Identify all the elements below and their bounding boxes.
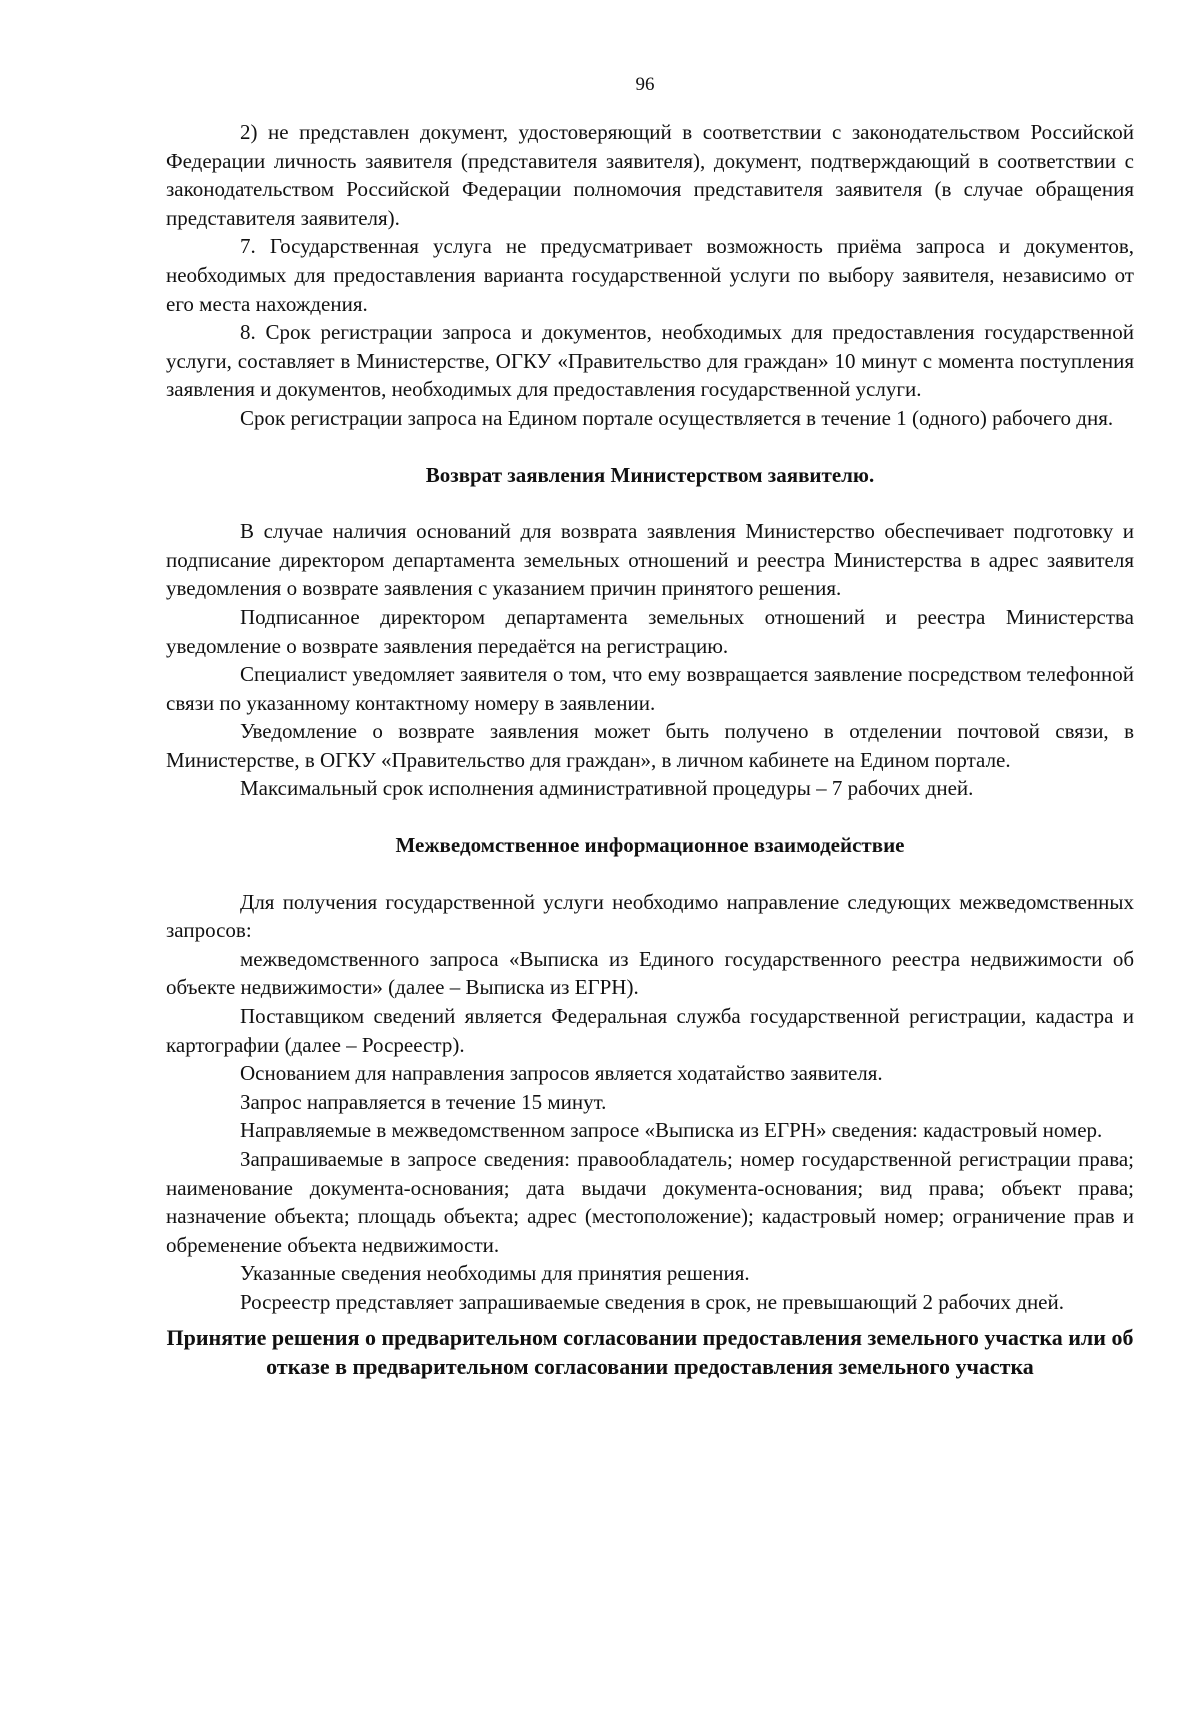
paragraph: 7. Государственная услуга не предусматривает возможность приёма запроса и документов, необходимых для предоставления варианта государственной услуги по выбору заявителя, независимо от его места нахождения. — [166, 234, 1134, 316]
section-heading-interagency: Межведомственное информационное взаимодействие — [395, 833, 905, 858]
section-heading-decision: Принятие решения о предварительном согласовании предоставления земельного участка или об отказе в предварительном согласовании предоставления земельного участка — [166, 1324, 1134, 1379]
paragraph: Срок регистрации запроса на Едином портале осуществляется в течение 1 (одного) рабочего дня. — [240, 405, 1114, 430]
paragraph: Указанные сведения необходимы для принятия решения. — [240, 1261, 750, 1286]
paragraph: Основанием для направления запросов является ходатайство заявителя. — [240, 1061, 883, 1086]
page-number: 96 — [635, 74, 655, 95]
paragraph: Направляемые в межведомственном запросе «Выписка из ЕГРН» сведения: кадастровый номер. — [240, 1118, 1103, 1143]
document-body — [166, 118, 1134, 1381]
section-heading-return: Возврат заявления Министерством заявителю. — [425, 462, 875, 487]
paragraph: Поставщиком сведений является Федеральная служба государственной регистрации, кадастра и картографии (далее – Росреестр). — [166, 1004, 1134, 1057]
paragraph: Росреестр представляет запрашиваемые сведения в срок, не превышающий 2 рабочих дней. — [240, 1289, 1064, 1314]
paragraph: 2) не представлен документ, удостоверяющий в соответствии с законодательством Российской Федерации личность заявителя (представителя заявителя), документ, подтверждающий в соответствии с законодательством Российской Федерации полномочия представителя заявителя (в случае обращения представителя заявителя). — [166, 120, 1134, 230]
paragraph: Подписанное директором департамента земельных отношений и реестра Министерства уведомление о возврате заявления передаётся на регистрацию. — [166, 604, 1134, 658]
paragraph: Для получения государственной услуги необходимо направление следующих межведомственных запросов: — [166, 889, 1134, 943]
paragraph: 8. Срок регистрации запроса и документов, необходимых для предоставления государственной услуги, составляет в Министерстве, ОГКУ «Правительство для граждан» 10 минут с момента поступления заявления и документов, необходимых для предоставления государственной услуги. — [166, 320, 1134, 402]
paragraph: В случае наличия оснований для возврата заявления Министерство обеспечивает подготовку и подписание директором департамента земельных отношений и реестра Министерства в адрес заявителя уведомления о возврате заявления с указанием причин принятого решения. — [166, 519, 1134, 601]
paragraph: Специалист уведомляет заявителя о том, что ему возвращается заявление посредством телефонной связи по указанному контактному номеру в заявлении. — [166, 662, 1134, 715]
paragraph: Уведомление о возврате заявления может быть получено в отделении почтовой связи, в Министерстве, в ОГКУ «Правительство для граждан», в личном кабинете на Едином портале. — [166, 719, 1134, 772]
paragraph: Запрашиваемые в запросе сведения: правообладатель; номер государственной регистрации права; наименование документа-основания; дата выдачи документа-основания; вид права; объект права; назначение объекта; площадь объекта; адрес (местоположение); кадастровый номер; ограничение прав и обременение объекта недвижимости. — [166, 1147, 1134, 1257]
paragraph: Максимальный срок исполнения административной процедуры – 7 рабочих дней. — [240, 776, 974, 801]
paragraph: межведомственного запроса «Выписка из Единого государственного реестра недвижимости об объекте недвижимости» (далее – Выписка из ЕГРН). — [166, 946, 1134, 1000]
paragraph: Запрос направляется в течение 15 минут. — [240, 1089, 607, 1114]
